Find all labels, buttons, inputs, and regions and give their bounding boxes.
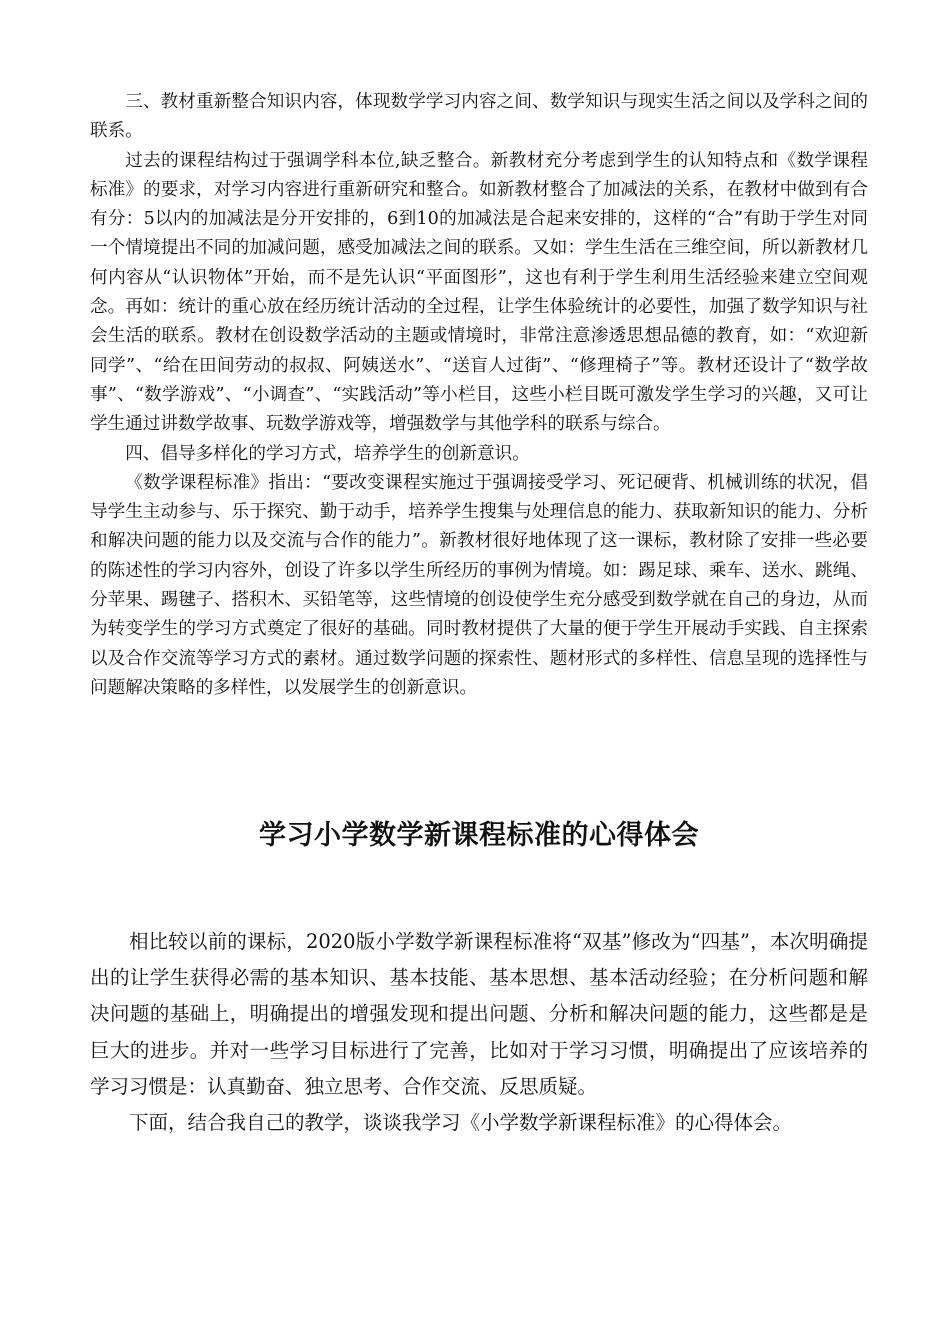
section-heading-3: 三、教材重新整合知识内容，体现数学学习内容之间、数学知识与现实生活之间以及学科之间的联系。	[90, 92, 868, 142]
body-paragraph-integration: 过去的课程结构过于强调学科本位,缺乏整合。新教材充分考虑到学生的认知特点和《数学课程标准》的要求，对学习内容进行重新研究和整合。如新教材整合了加减法的关系，在教材中做到有合有分：5以内的加减法是分开安排的，6到10的加减法是合起来安排的，这样的“合”有助于学生对同一个情境提出不同的加减问题，感受加减法之间的联系。又如：学生生活在三维空间，所以新教材几何内容从“认识物体”开始，而不是先认识“平面图形”，这也有利于学生利用生活经验来建立空间观念。再如：统计的重心放在经历统计活动的全过程，让学生体验统计的必要性，加强了数学知识与社会生活的联系。教材在创设数学活动的主题或情境时，非常注意渗透思想品德的教育，如：“欢迎新同学”、“给在田间劳动的叔叔、阿姨送水”、“送盲人过街”、“修理椅子”等。教材还设计了“数学故事”、“数学游戏”、“小调查”、“实践活动”等小栏目，这些小栏目既可激发学生学习的兴趣，又可让学生通过讲数学故事、玩数学游戏等，增强数学与其他学科的联系与综合。	[90, 150, 868, 435]
article-title: 学习小学数学新课程标准的心得体会	[259, 820, 699, 851]
article-body	[90, 924, 868, 1141]
article-paragraph-lead-in: 下面，结合我自己的教学，谈谈我学习《小学数学新课程标准》的心得体会。	[129, 1111, 793, 1135]
body-paragraph-learning-methods: 《数学课程标准》指出：“要改变课程实施过于强调接受学习、死记硬背、机械训练的状况，倡导学生主动参与、乐于探究、勤于动手，培养学生搜集与处理信息的能力、获取新知识的能力、分析和解决问题的能力以及交流与合作的能力”。新教材很好地体现了这一课标，教材除了安排一些必要的陈述性的学习内容外，创设了许多以学生所经历的事例为情境。如：踢足球、乘车、送水、跳绳、分苹果、踢毽子、搭积木、买铅笔等，这些情境的创设使学生充分感受到数学就在自己的身边，从而为转变学生的学习方式奠定了很好的基础。同时教材提供了大量的便于学生开展动手实践、自主探索以及合作交流等学习方式的素材。通过数学问题的探索性、题材形式的多样性、信息呈现的选择性与问题解决策略的多样性，以发展学生的创新意识。	[90, 472, 868, 698]
section-heading-4: 四、倡导多样化的学习方式，培养学生的创新意识。	[125, 443, 530, 464]
article-paragraph-intro: 相比较以前的课标，2020版小学数学新课程标准将“双基”修改为“四基”，本次明确提出的让学生获得必需的基本知识、基本技能、基本思想、基本活动经验；在分析问题和解决问题的基础上，明确提出的增强发现和提出问题、分析和解决问题的能力，这些都是是巨大的进步。并对一些学习目标进行了完善，比如对于学习习惯，明确提出了应该培养的学习习惯是：认真勤奋、独立思考、合作交流、反思质疑。	[90, 930, 868, 1098]
section-previous-content	[90, 88, 868, 703]
